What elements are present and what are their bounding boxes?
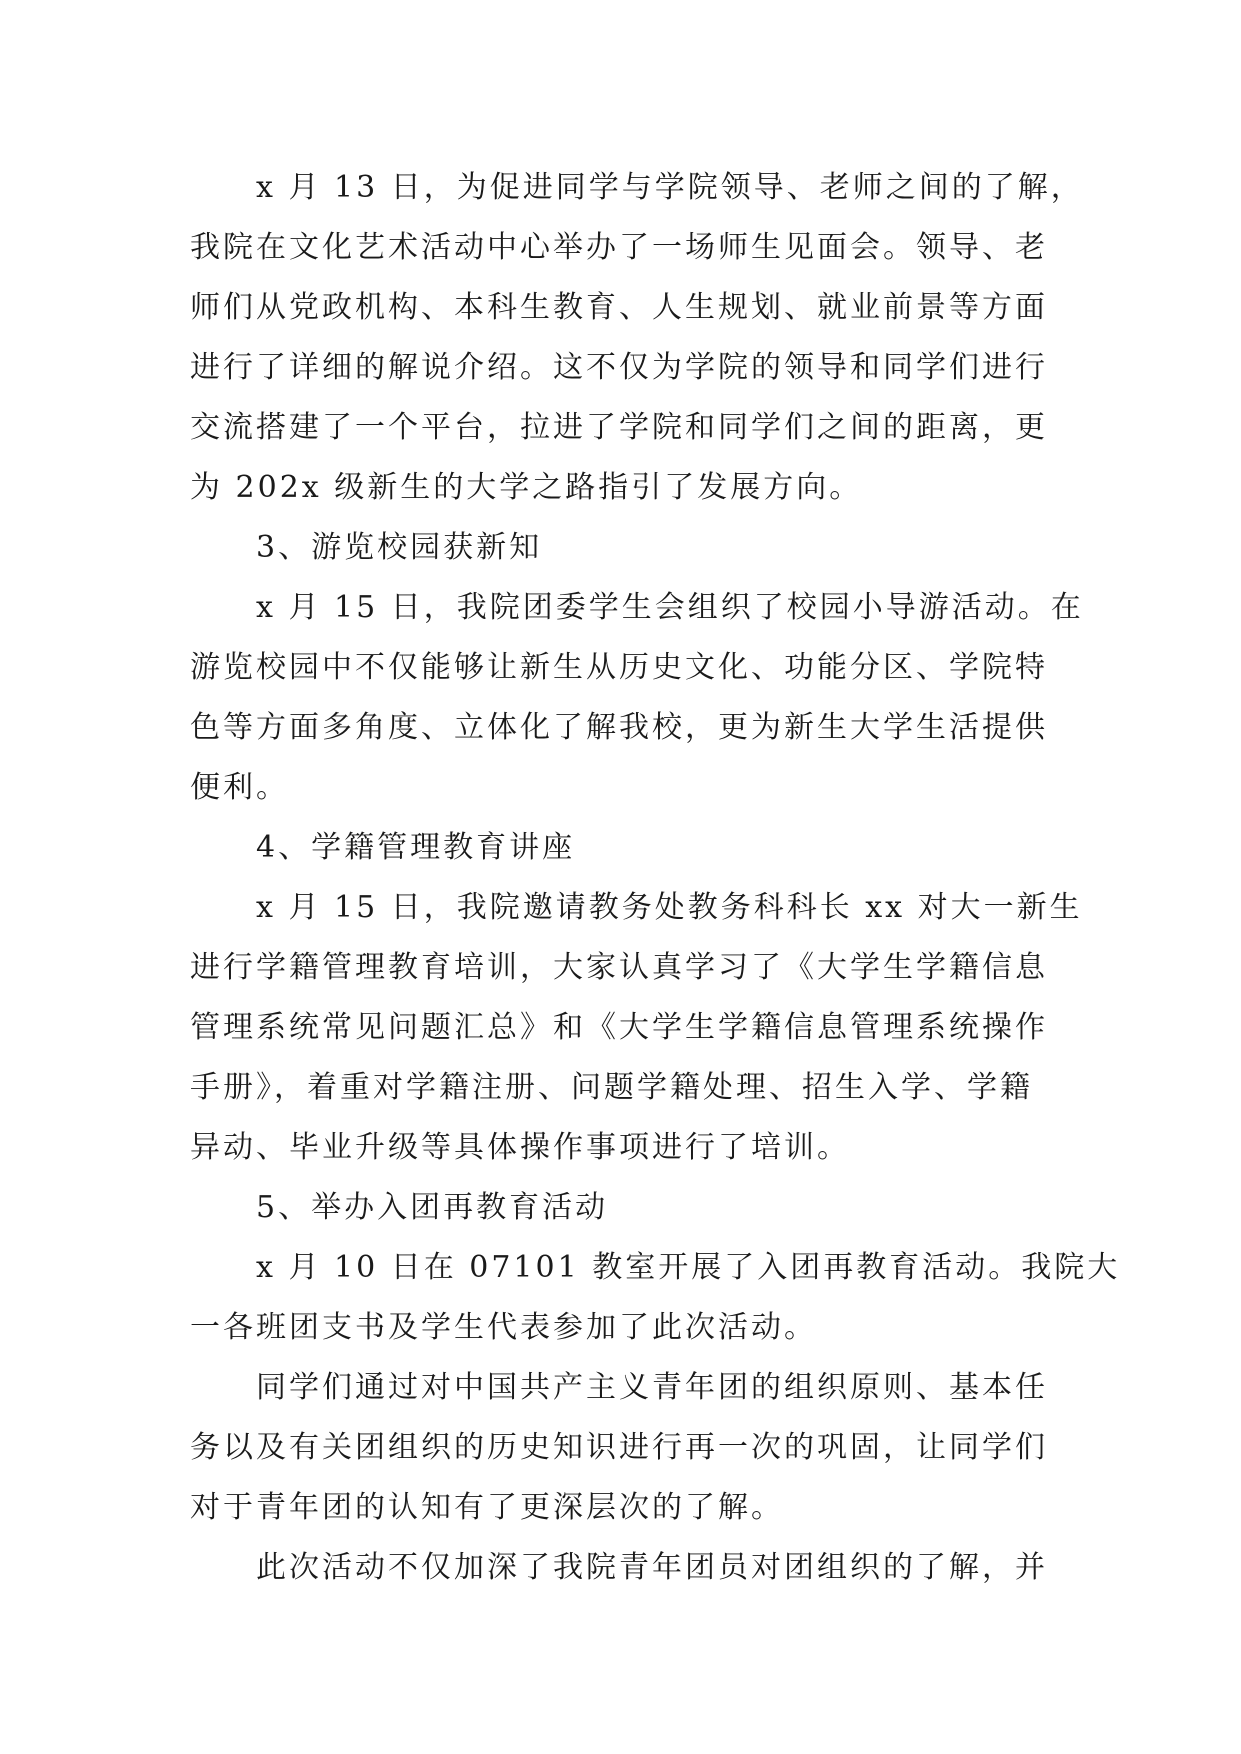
text-line: 我院在文化艺术活动中心举办了一场师生见面会。领导、老 (190, 230, 1048, 265)
text-line: 进行学籍管理教育培训，大家认真学习了《大学生学籍信息 (190, 950, 1048, 985)
text-line: 师们从党政机构、本科生教育、人生规划、就业前景等方面 (190, 290, 1048, 325)
text-line: 一各班团支书及学生代表参加了此次活动。 (190, 1310, 817, 1345)
section-heading: 5、举办入团再教育活动 (256, 1190, 609, 1225)
text-line: 为 202x 级新生的大学之路指引了发展方向。 (190, 470, 863, 505)
text-line: 此次活动不仅加深了我院青年团员对团组织的了解，并 (256, 1550, 1048, 1585)
text-line: 便利。 (190, 770, 289, 805)
text-line: 务以及有关团组织的历史知识进行再一次的巩固，让同学们 (190, 1430, 1048, 1465)
text-line: x 月 15 日，我院团委学生会组织了校园小导游活动。在 (256, 590, 1084, 625)
text-line: 对于青年团的认知有了更深层次的了解。 (190, 1490, 784, 1525)
text-line: 手册》，着重对学籍注册、问题学籍处理、招生入学、学籍 (190, 1070, 1033, 1105)
text-line: 色等方面多角度、立体化了解我校，更为新生大学生活提供 (190, 710, 1048, 745)
text-line: x 月 15 日，我院邀请教务处教务科科长 xx 对大一新生 (256, 890, 1083, 925)
text-line: 游览校园中不仅能够让新生从历史文化、功能分区、学院特 (190, 650, 1048, 685)
text-line: 管理系统常见问题汇总》和《大学生学籍信息管理系统操作 (190, 1010, 1048, 1045)
text-line: x 月 10 日在 07101 教室开展了入团再教育活动。我院大 (256, 1250, 1121, 1285)
text-line: x 月 13 日，为促进同学与学院领导、老师之间的了解， (256, 170, 1084, 205)
section-heading: 4、学籍管理教育讲座 (256, 830, 576, 865)
section-heading: 3、游览校园获新知 (256, 530, 543, 565)
text-line: 同学们通过对中国共产主义青年团的组织原则、基本任 (256, 1370, 1048, 1405)
document-body (190, 158, 1121, 1598)
text-line: 异动、毕业升级等具体操作事项进行了培训。 (190, 1130, 850, 1165)
text-line: 交流搭建了一个平台，拉进了学院和同学们之间的距离，更 (190, 410, 1048, 445)
text-line: 进行了详细的解说介绍。这不仅为学院的领导和同学们进行 (190, 350, 1048, 385)
